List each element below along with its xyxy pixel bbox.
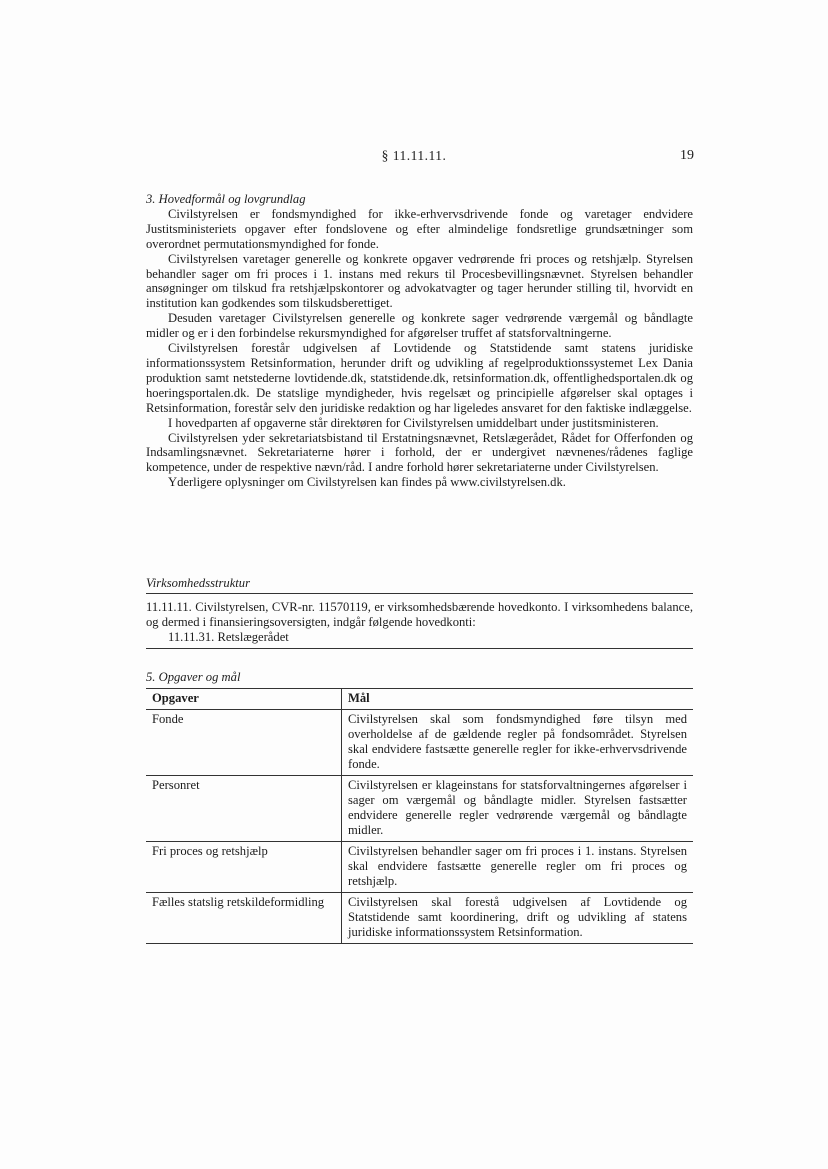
page-number: 19 — [680, 148, 694, 163]
paragraph: Civilstyrelsen er fondsmyndighed for ikke-erhvervsdrivende fonde og varetager endvidere Justitsministeriets opgaver efter fondslovene og efter almindelige fondsretlige grundsætninger som overordnet permutationsmyndighed for fonde. — [146, 206, 693, 251]
column-header-maal: Mål — [342, 689, 694, 710]
section-5-title: 5. Opgaver og mål — [146, 670, 241, 684]
goal-cell: Civilstyrelsen er klageinstans for statsforvaltningernes afgørelser i sager om værgemål og båndlagte midler. Styrelsen fastsætter endvidere generelle regler vedrørende værgemål og båndlagte midler. — [342, 776, 694, 842]
task-cell: Personret — [146, 776, 342, 842]
sub-account: 11.11.31. Retslægerådet — [168, 630, 289, 644]
table-header-row — [146, 689, 693, 710]
paragraph: I hovedparten af opgaverne står direktøren for Civilstyrelsen umiddelbart under justitsministeren. — [168, 415, 659, 430]
section-reference: § 11.11.11. — [381, 148, 447, 163]
table-row — [146, 842, 693, 893]
paragraph: Desuden varetager Civilstyrelsen generelle og konkrete sager vedrørende værgemål og båndlagte midler og er i den forbindelse rekursmyndighed for afgørelser truffet af statsforvaltningerne. — [146, 311, 693, 341]
table-row — [146, 710, 693, 776]
table-row — [146, 776, 693, 842]
paragraph: Civilstyrelsen yder sekretariatsbistand til Erstatningsnævnet, Retslægerådet, Rådet for Offerfonden og Indsamlingsnævnet. Sekretariaterne hører i forhold, der er undergivet nævnenes/rådenes faglige kompetence, under de respektive nævn/råd. I andre forhold hører sekretariaterne under Civilstyrelsen. — [146, 430, 693, 475]
task-cell: Fri proces og retshjælp — [146, 842, 342, 893]
table-row — [146, 893, 693, 944]
paragraph: Civilstyrelsen varetager generelle og konkrete opgaver vedrørende fri proces og retshjælp. Styrelsen behandler sager om fri proces i 1. instans med rekurs til Procesbevillingsnævnet. Styrelsen behandler ansøgninger om tilskud fra retshjælpskontorer og advokatvagter og tager herunder stilling til, hvorvidt en institution kan godkendes som tilskudsberettiget. — [146, 251, 693, 311]
goal-cell: Civilstyrelsen behandler sager om fri proces i 1. instans. Styrelsen skal endvidere fastsætte generelle regler om fri proces og retshjælp. — [342, 842, 694, 893]
section-3-title: 3. Hovedformål og lovgrundlag — [146, 192, 306, 206]
task-cell: Fælles statslig retskildeformidling — [146, 893, 342, 944]
column-header-opgaver: Opgaver — [146, 689, 342, 710]
virksomhedsstruktur-text: 11.11.11. Civilstyrelsen, CVR-nr. 11570119, er virksomhedsbærende hovedkonto. I virksomhedens balance, og dermed i finansieringsoversigten, indgår følgende hovedkonti: — [146, 600, 693, 629]
goals-table — [146, 688, 693, 944]
virksomhedsstruktur-box — [146, 600, 693, 649]
goal-cell: Civilstyrelsen skal som fondsmyndighed føre tilsyn med overholdelse af de gældende regler på fondsområdet. Styrelsen skal endvidere fastsætte generelle regler for ikke-erhvervsdrivende fonde. — [342, 710, 694, 776]
paragraph: Civilstyrelsen forestår udgivelsen af Lovtidende og Statstidende samt statens juridiske informationssystem Retsinformation, herunder drift og udvikling af regelproduktionssystemet Lex Dania produktion samt netstederne lovtidende.dk, statstidende.dk, retsinformation.dk, offentlighedsportalen.dk og hoeringsportalen.dk. De statslige myndigheder, hvis regelsæt og principielle afgørelser skal optages i Retsinformation, forestår selv den juridiske redaktion og har ligeledes ansvaret for den faktiske indlæggelse. — [146, 341, 693, 415]
section-3-body — [146, 192, 693, 490]
task-cell: Fonde — [146, 710, 342, 776]
goal-cell: Civilstyrelsen skal forestå udgivelsen af Lovtidende og Statstidende samt koordinering, drift og udvikling af statens juridiske informationssystem Retsinformation. — [342, 893, 694, 944]
paragraph-website: Yderligere oplysninger om Civilstyrelsen kan findes på www.civilstyrelsen.dk. — [168, 475, 566, 490]
virksomhedsstruktur-title: Virksomhedsstruktur — [146, 576, 693, 594]
